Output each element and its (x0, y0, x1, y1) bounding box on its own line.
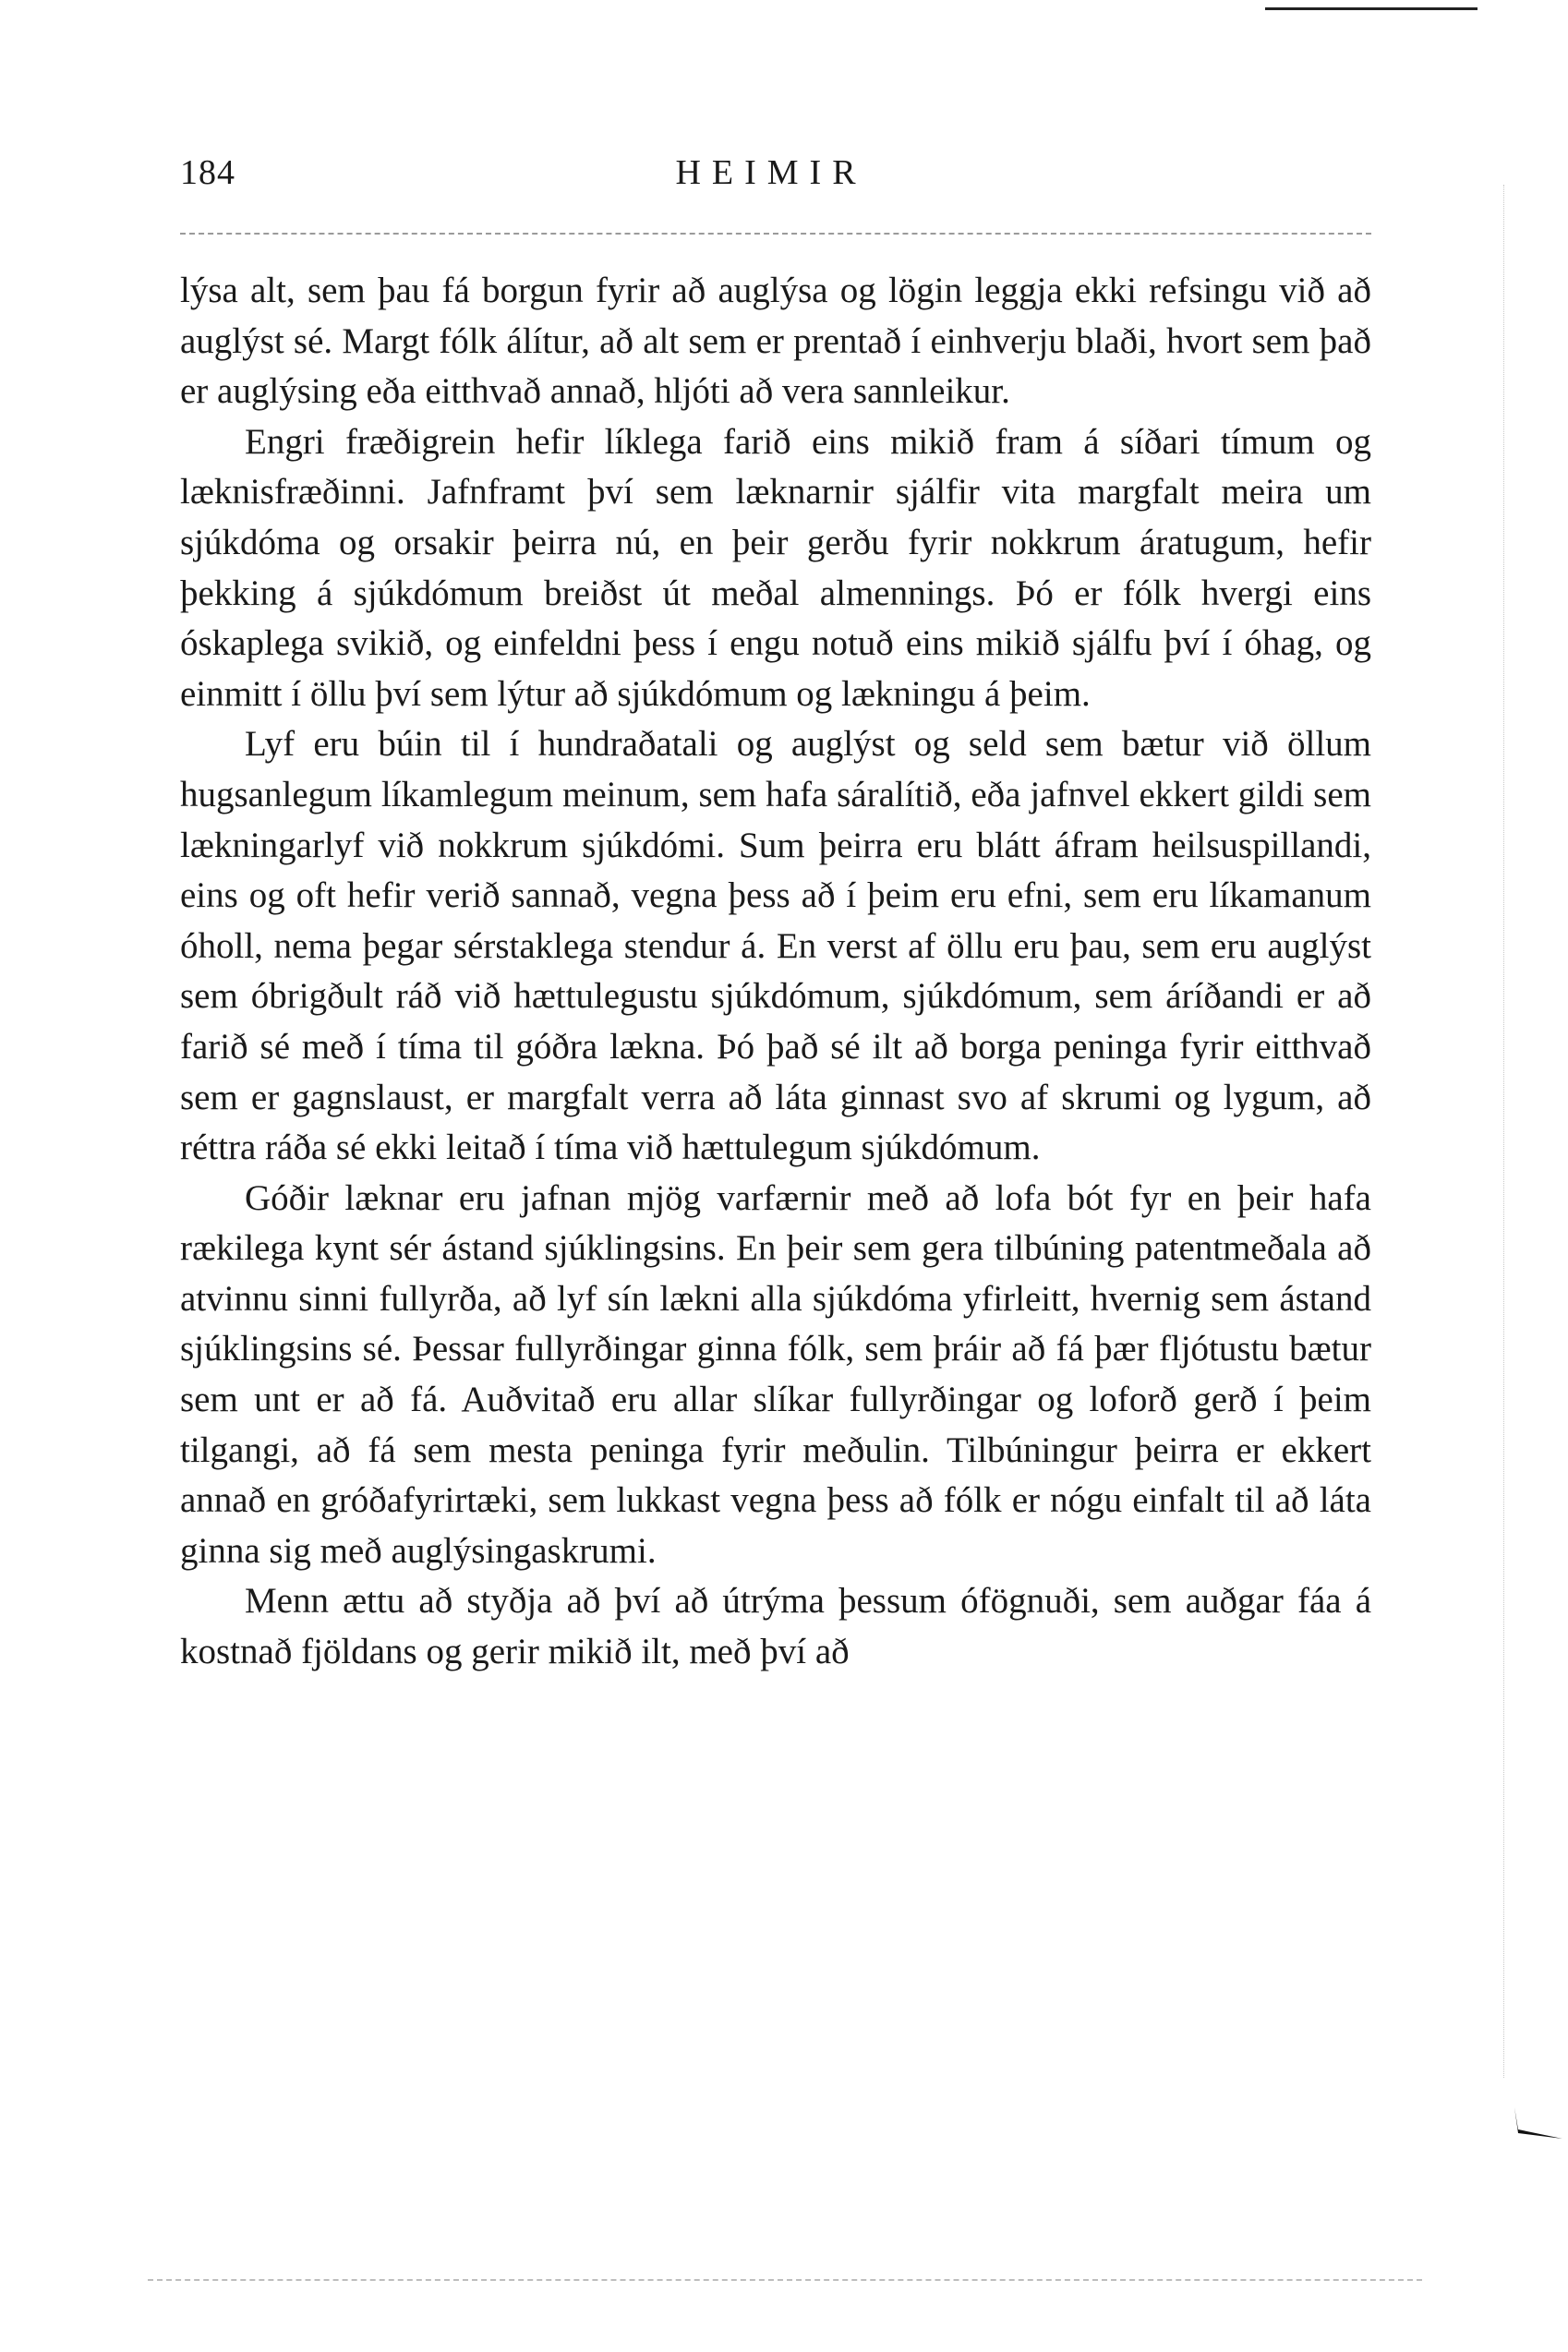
scan-margin-line (1503, 185, 1505, 2078)
paragraph: Lyf eru búin til í hundraðatali og auglýst og seld sem bætur við öllum hugsanlegum líkamlegum meinum, sem hafa sáralítið, eða jafnvel ekkert gildi sem lækningarlyf við nokkrum sjúkdómi. Sum þeirra eru blátt áfram heilsuspillandi, eins og oft hefir verið sannað, vegna þess að í þeim eru efni, sem eru líkamanum óholl, nema þegar sérstaklega stendur á. En verst af öllu eru þau, sem eru auglýst sem óbrigðult ráð við hættulegustu sjúkdómum, sjúkdómum, sem áríðandi er að farið sé með í tíma til góðra lækna. Þó það sé ilt að borga peninga fyrir eitthvað sem er gagnslaust, er margfalt verra að láta ginnast svo af skrumi og lygum, að réttra ráða sé ekki leitað í tíma við hættulegum sjúkdómum. (180, 724, 1371, 1168)
running-title: HEIMIR (675, 153, 867, 192)
body-text (180, 266, 1371, 1678)
paragraph: Menn ættu að styðja að því að útrýma þessum ófögnuði, sem auðgar fáa á kostnað fjöldans og gerir mikið ilt, með því að (180, 1581, 1371, 1672)
top-edge-line (1265, 7, 1478, 10)
page-number: 184 (180, 153, 235, 192)
paragraph: Góðir læknar eru jafnan mjög varfærnir með að lofa bót fyr en þeir hafa rækilega kynt sér ástand sjúklingsins. En þeir sem gera tilbúning patentmeðala að atvinnu sinni fullyrða, að lyf sín lækni alla sjúkdóma yfirleitt, hvernig sem ástand sjúklingsins sé. Þessar fullyrðingar ginna fólk, sem þráir að fá þær fljótustu bætur sem unt er að fá. Auðvitað eru allar slíkar fullyrðingar og loforð gerð í þeim tilgangi, að fá sem mesta peninga fyrir meðulin. Tilbúningur þeirra er ekkert annað en gróðafyrirtæki, sem lukkast vegna þess að fólk er nógu einfalt til að láta ginna sig með auglýsingaskrumi. (180, 1177, 1371, 1571)
page-edge-arrow-icon (1513, 2105, 1564, 2142)
footer-rule (148, 2279, 1422, 2281)
paragraph: Engri fræðigrein hefir líklega farið eins mikið fram á síðari tímum og læknisfræðinni. Jafnframt því sem læknarnir sjálfir vita margfalt meira um sjúkdóma og orsakir þeirra nú, en þeir gerðu fyrir nokkrum áratugum, hefir þekking á sjúkdómum breiðst út meðal almennings. Þó er fólk hvergi eins óskaplega svikið, og einfeldni þess í engu notuð eins mikið sjálfu því í óhag, og einmitt í öllu því sem lýtur að sjúkdómum og lækningu á þeim. (180, 421, 1371, 714)
page-header (180, 152, 1362, 208)
paragraph: lýsa alt, sem þau fá borgun fyrir að auglýsa og lögin leggja ekki refsingu við að auglýst sé. Margt fólk álítur, að alt sem er prentað í einhverju blaði, hvort sem það er auglýsing eða eitthvað annað, hljóti að vera sannleikur. (180, 271, 1371, 412)
header-rule (180, 233, 1371, 235)
